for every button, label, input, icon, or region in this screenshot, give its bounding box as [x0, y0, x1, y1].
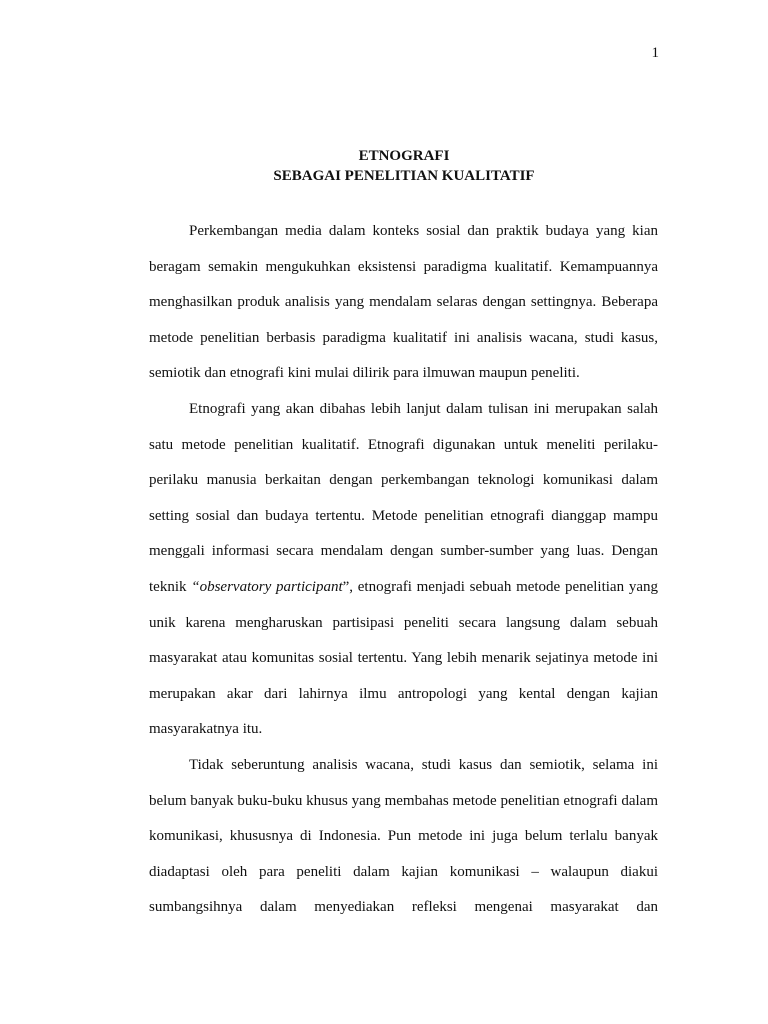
paragraph-2-part-1: Etnografi yang akan dibahas lebih lanjut dalam tulisan ini merupakan salah satu metode penelitian kualitatif. Etnografi digunakan untuk meneliti perilaku-perilaku manusia berkaitan dengan perkembangan teknologi komunikasi dalam setting sosial dan budaya tertentu. Metode penelitian etnografi dianggap mampu menggali informasi secara mendalam dengan sumber-sumber yang luas. Dengan teknik [149, 400, 658, 595]
title-line-1: ETNOGRAFI [358, 148, 450, 164]
paragraph-3: Tidak seberuntung analisis wacana, studi kasus dan semiotik, selama ini belum banyak buku-buku khusus yang membahas metode penelitian etnografi dalam komunikasi, khususnya di Indonesia. Pun metode ini juga belum terlalu banyak diadaptasi oleh para peneliti dalam kajian komunikasi – walaupun diakui sumbangsihnya dalam menyediakan refleksi mengenai masyarakat dan [149, 756, 658, 916]
page-number: 1 [651, 45, 659, 61]
paragraph-2 [149, 392, 658, 748]
paragraph-1: Perkembangan media dalam konteks sosial dan praktik budaya yang kian beragam semakin mengukuhkan eksistensi paradigma kualitatif. Kemampuannya menghasilkan produk analisis yang mendalam selaras dengan settingnya. Beberapa metode penelitian berbasis paradigma kualitatif ini analisis wacana, studi kasus, semiotik dan etnografi kini mulai dilirik para ilmuwan maupun peneliti. [149, 223, 658, 382]
title-line-2: SEBAGAI PENELITIAN KUALITATIF [273, 168, 535, 184]
paragraph-2-part-2: ”, etnografi menjadi sebuah metode penelitian yang unik karena mengharuskan partisipasi peneliti secara langsung dalam sebuah masyarakat atau komunitas sosial tertentu. Yang lebih menarik sejatinya metode ini merupakan akar dari lahirnya ilmu antropologi yang kental dengan kajian masyarakatnya itu. [149, 578, 658, 738]
document-title [0, 146, 768, 186]
body-text [149, 214, 658, 926]
paragraph-2-italic-term: “observatory participant [191, 578, 343, 595]
